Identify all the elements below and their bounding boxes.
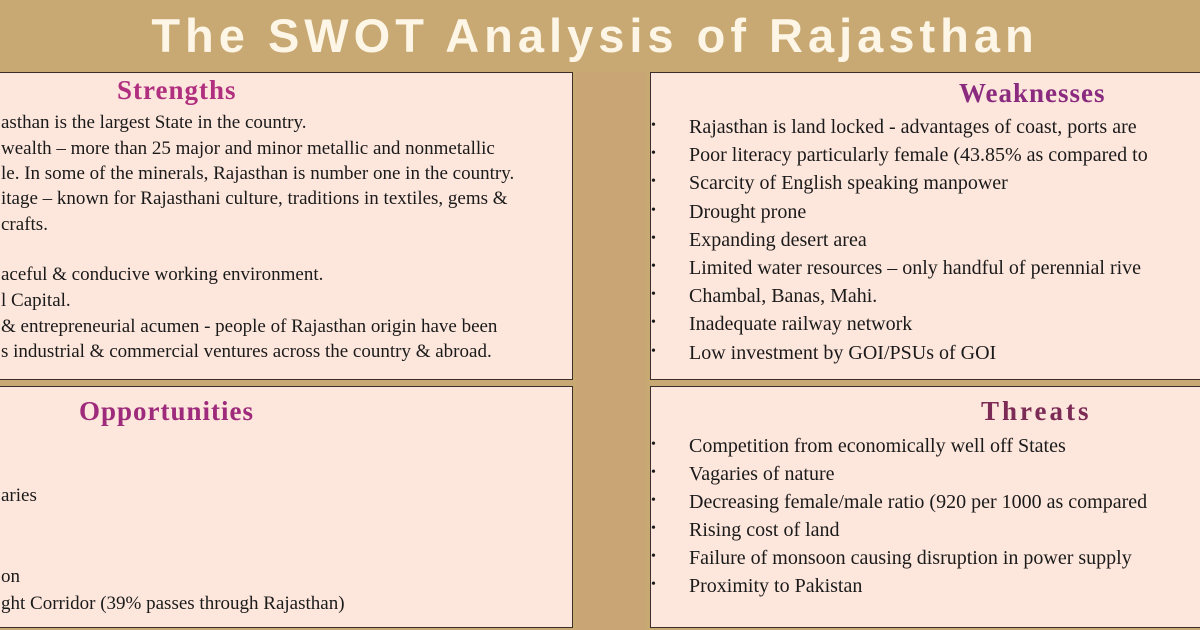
bullet-dot-icon: • [651,493,656,508]
title-banner [0,0,1200,70]
threats-panel: Threats • Competition from economically well off States • Vagaries of nature • Decreasing female/male ratio (920 per 1000 as compared • Rising cost of land • Failure of monsoon causing disruption in power supply • Proximity to Pakistan [650,386,1200,628]
strengths-line: asthan is the largest State in the country. [1,112,307,133]
opportunities-panel [0,386,573,628]
bullet-dot-icon: • [651,344,656,359]
strengths-line: s industrial & commercial ventures across the country & abroad. [1,341,492,362]
bullet-dot-icon: • [651,465,656,480]
strengths-line: l Capital. [1,290,71,311]
opportunities-line: on [1,566,20,587]
strengths-line: le. In some of the minerals, Rajasthan is number one in the country. [1,163,515,184]
opportunities-line: ght Corridor (39% passes through Rajasthan) [1,593,345,614]
center-divider [576,72,646,630]
strengths-line: crafts. [1,214,48,235]
opportunities-line: aries [1,485,37,506]
strengths-line: & entrepreneurial acumen - people of Rajasthan origin have been [1,316,498,337]
page-title: The SWOT Analysis of Rajasthan [151,8,1039,62]
bullet-dot-icon: • [651,287,656,302]
opportunities-heading: Opportunities [79,396,255,426]
strengths-heading: Strengths [117,75,237,105]
bullet-dot-icon: • [651,315,656,330]
threats-heading: Threats [981,396,1092,426]
strengths-line: wealth – more than 25 major and minor metallic and nonmetallic [1,138,495,159]
bullet-dot-icon: • [651,549,656,564]
bullet-dot-icon: • [651,146,656,161]
bullet-dot-icon: • [651,259,656,274]
strengths-panel [0,72,573,380]
bullet-dot-icon: • [651,577,656,592]
bullet-dot-icon: • [651,437,656,452]
strengths-line: itage – known for Rajasthani culture, traditions in textiles, gems & [1,188,508,209]
bullet-dot-icon: • [651,231,656,246]
bullet-dot-icon: • [651,174,656,189]
bullet-dot-icon: • [651,203,656,218]
weaknesses-heading: Weaknesses [959,78,1106,108]
bullet-dot-icon: • [651,118,656,133]
weaknesses-panel: Weaknesses • Rajasthan is land locked - advantages of coast, ports are • Poor literacy particularly female (43.85% as compared to • Scarcity of English speaking manpower • Drought prone • Expanding desert area • Limited water resources – only handful of perennial rive • Chambal, Banas, Mahi. • Inadequate railway network • Low investment by GOI/PSUs of GOI [650,72,1200,380]
strengths-line: aceful & conducive working environment. [1,264,324,285]
bullet-dot-icon: • [651,521,656,536]
